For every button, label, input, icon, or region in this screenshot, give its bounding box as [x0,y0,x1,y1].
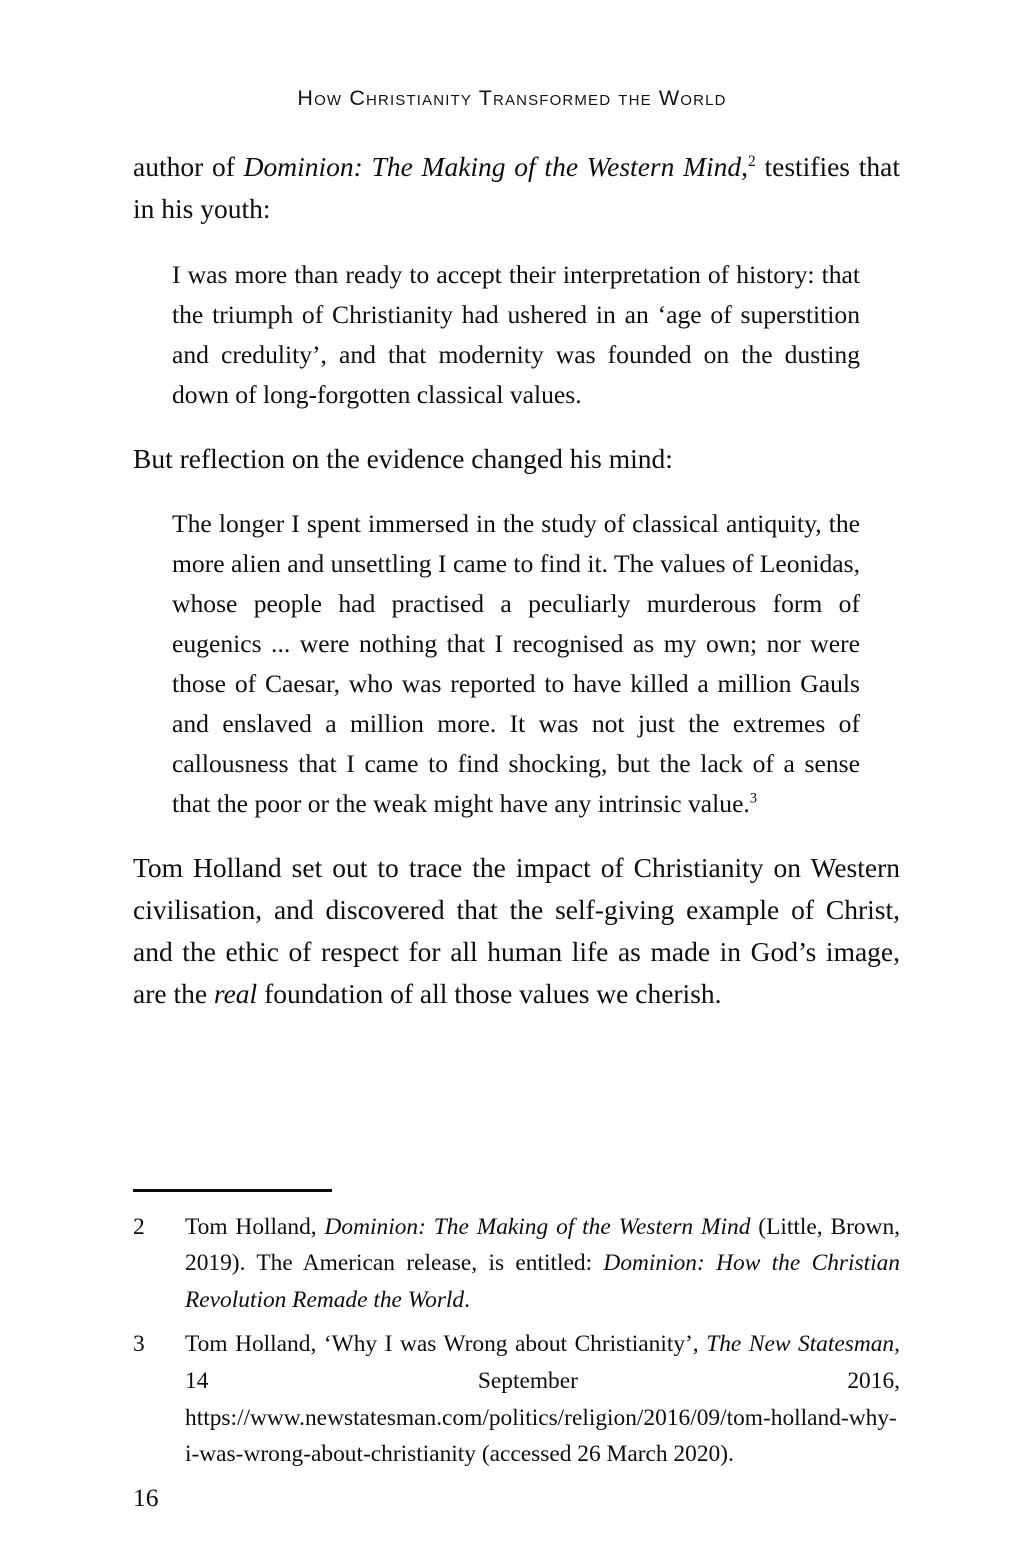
main-text-block [133,146,900,1015]
conclusion-text-lead: Tom Holland set out to trace the impact of Christianity on Western civilisation, and discovered that the self-giving example of Christ, and the ethic of respect for all human life as made in God’s image, are the [133,852,900,1009]
footnote-text-tail: , 14 September 2016, https://www.newstatesman.com/politics/religion/2016/09/tom-holland-why-i-was-wrong-about-christianity (accessed 26 March 2020). [185,1330,900,1468]
blockquote-holland-classical [172,504,860,824]
footnote-entry-2 [133,1209,900,1319]
footnote-marker-3: 3 [749,790,757,807]
footnote-number: 2 [133,1213,145,1240]
paragraph-text-lead: author of [133,151,244,182]
footnotes-section [133,1189,900,1480]
blockquote-text: The longer I spent immersed in the study of classical antiquity, the more alien and unsettling I came to find it. The values of Leonidas, whose people had practised a peculiarly murderous form of eugenics ... were nothing that I recognised as my own; nor were those of Caesar, who was reported to have killed a million Gauls and enslaved a million more. It was not just the extremes of callousness that I came to find shocking, but the lack of a sense that the poor or the weak might have any intrinsic value. [172,509,860,819]
spacer [133,230,900,255]
paragraph-author-of [133,146,900,230]
footnote-title-dominion: Dominion: The Making of the Western Mind [324,1213,751,1240]
footnote-text-lead: Tom Holland, [185,1213,325,1240]
emphasis-real: real [213,977,258,1009]
footnote-entry-3 [133,1326,900,1473]
footnote-number: 3 [133,1330,145,1357]
book-title-dominion: Dominion: The Making of the Western Mind [243,151,742,182]
page-number: 16 [133,1483,159,1512]
footnote-separator-rule [133,1189,332,1192]
footnote-text-tail: . [464,1287,470,1314]
paragraph-tom-holland-conclusion [133,847,900,1014]
blockquote-holland-youth: I was more than ready to accept their interpretation of history: that the triumph of Christianity had ushered in an ‘age of superstition and credulity’, and that modernity was founded on the dusting down of long-forgotten classical values. [172,259,860,409]
title-trailing-comma: , [741,151,749,182]
running-head: How Christianity Transformed the World [297,86,727,110]
footnote-title-american-release: Dominion: How the Christian Revolution Remade the World [185,1250,900,1314]
spacer [133,824,900,847]
footnote-publication-new-statesman: The New Statesman [706,1330,895,1357]
spacer [133,479,900,504]
conclusion-text-tail: foundation of all those values we cherish. [257,977,722,1009]
footnote-marker-2: 2 [748,152,756,170]
spacer [133,415,900,438]
footnote-text-mid: (Little, Brown, 2019). The American release, is entitled: [185,1213,900,1277]
paragraph-text-tail: testifies that in his youth: [133,151,900,224]
paragraph-but-reflection: But reflection on the evidence changed his mind: [133,442,673,474]
footnote-text-lead: Tom Holland, ‘Why I was Wrong about Christianity’, [185,1330,707,1357]
